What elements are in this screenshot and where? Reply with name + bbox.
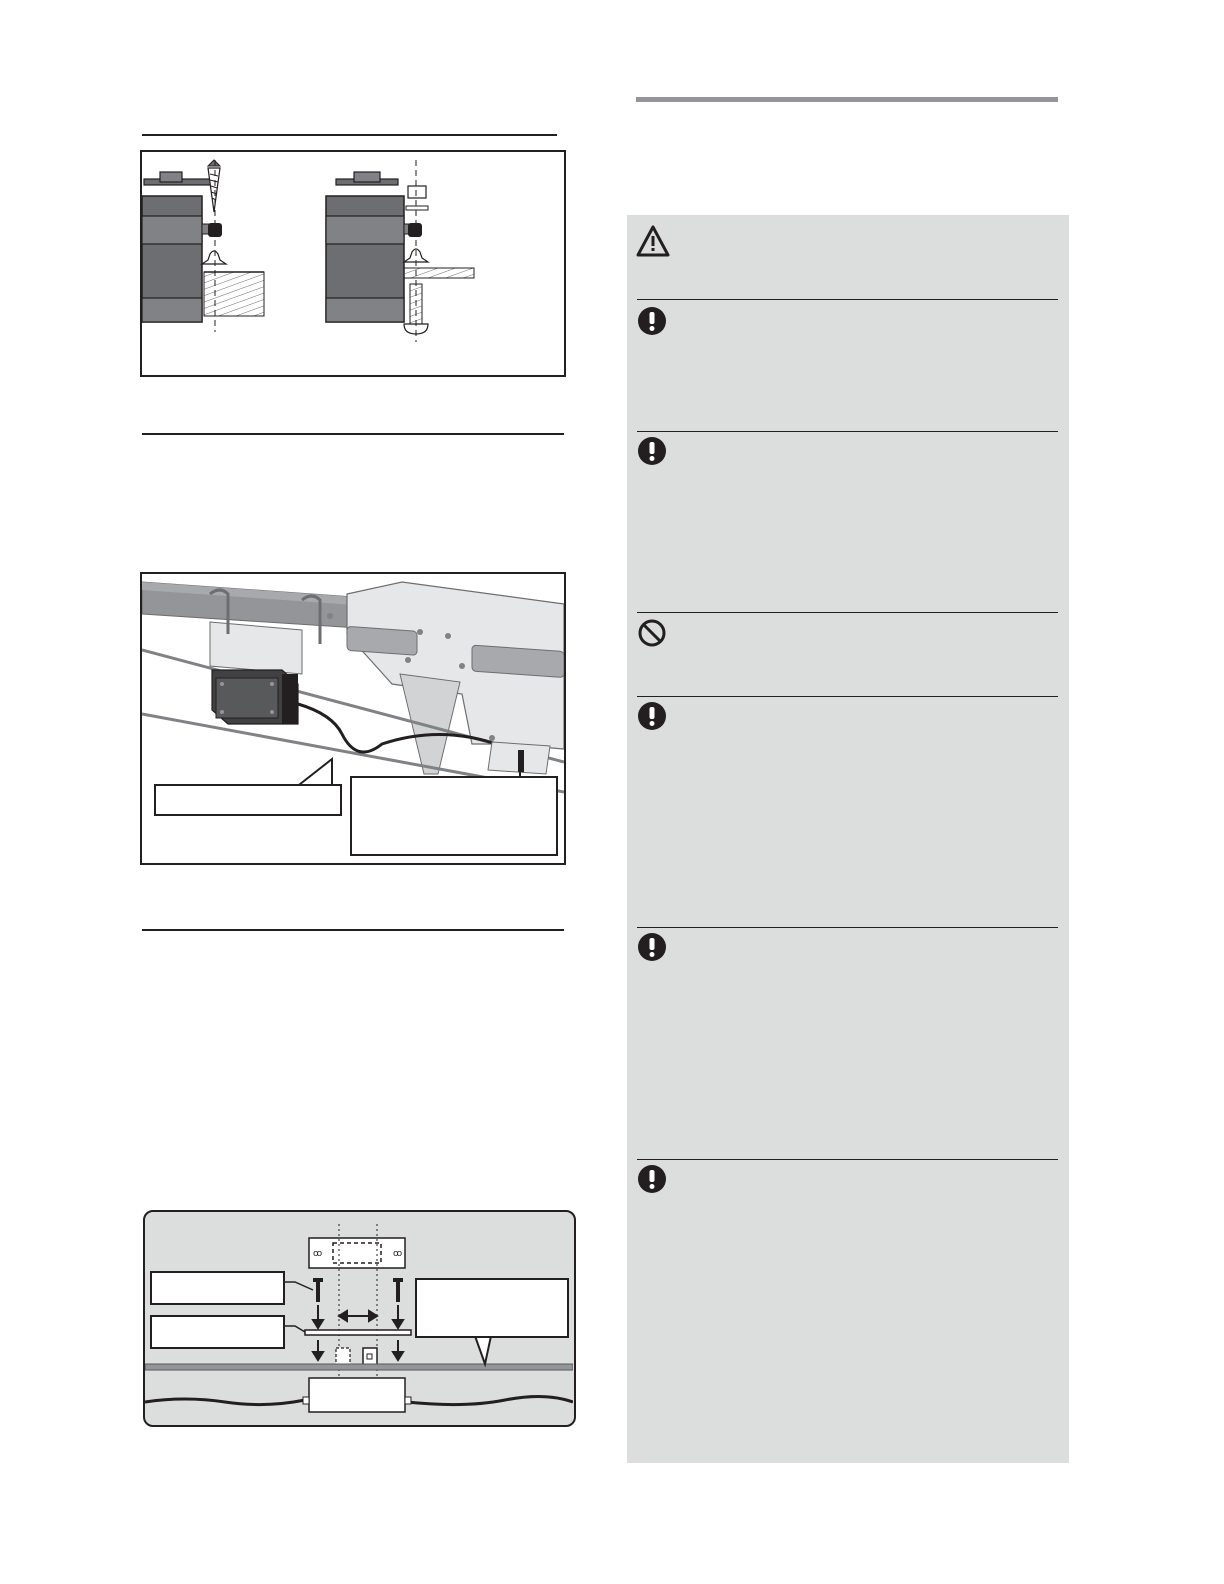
callout-box (415, 1278, 569, 1338)
servo-mounting-figure (140, 150, 566, 377)
panel-divider (637, 1159, 1058, 1160)
panel-divider (637, 927, 1058, 928)
mounting-plate-icon (305, 1330, 411, 1335)
exclamation-circle-icon (637, 932, 667, 962)
gyro-mounting-figure (143, 1210, 576, 1427)
servo-on-tail-boom-figure (140, 572, 566, 865)
section-rule (142, 929, 564, 931)
gyro-icon (309, 1378, 405, 1412)
exclamation-circle-icon (637, 1164, 667, 1194)
servo-mounting-diagram (142, 152, 564, 375)
warning-panel (627, 215, 1069, 1463)
exclamation-circle-icon (637, 701, 667, 731)
exclamation-circle-icon (637, 436, 667, 466)
warning-triangle-icon (636, 225, 670, 257)
panel-divider (637, 431, 1058, 432)
panel-divider (637, 299, 1058, 300)
callout-box (154, 784, 342, 816)
prohibited-circle-icon (637, 618, 667, 648)
svg-text:ꝏ: ꝏ (393, 1249, 403, 1259)
grommet-icon (202, 251, 226, 264)
servo-icon (212, 670, 298, 724)
callout-box (150, 1271, 285, 1305)
panel-divider (637, 696, 1058, 697)
panel-divider (637, 612, 1058, 613)
bolt-nut-icon (404, 186, 474, 334)
callout-box (350, 776, 558, 856)
screw-icon (313, 1278, 323, 1302)
section-rule (142, 134, 557, 136)
frame-icon (145, 1364, 573, 1370)
screw-icon (393, 1278, 403, 1302)
exclamation-circle-icon (637, 306, 667, 336)
callout-box (150, 1315, 285, 1349)
wood-screw-icon (208, 160, 220, 212)
section-rule (142, 433, 564, 435)
svg-text:ꝏ: ꝏ (313, 1249, 323, 1259)
section-header-bar (636, 97, 1058, 102)
cable-tie-icon (518, 750, 524, 772)
